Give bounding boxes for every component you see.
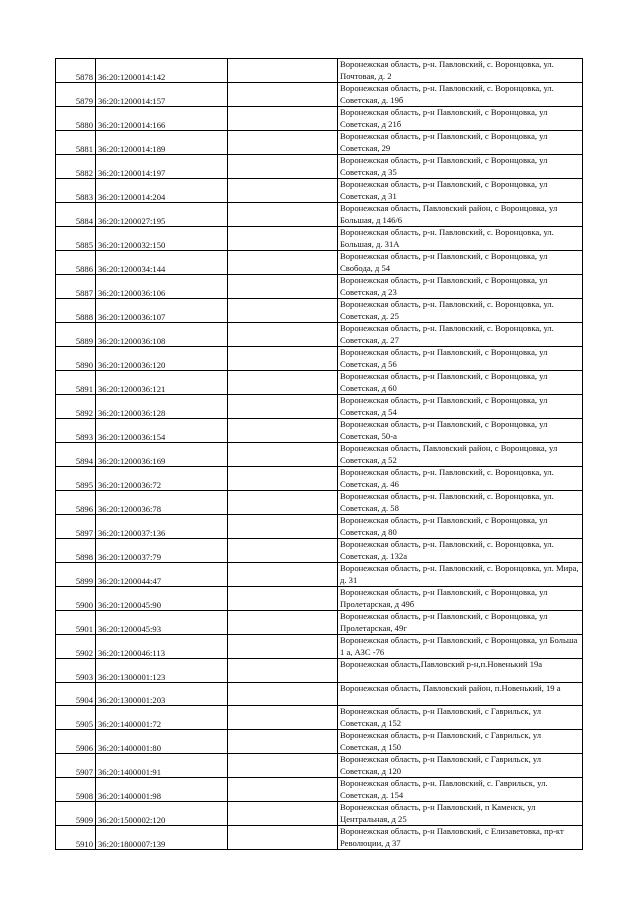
cadastral-number-cell: 36:20:1200014:204: [96, 179, 228, 203]
cadastral-number-cell: 36:20:1200032:150: [96, 227, 228, 251]
address-cell: Воронежская область, р-н Павловский, с Воронцовка, ул Советская, д 35: [338, 155, 583, 179]
table-row: [56, 443, 583, 467]
cadastral-number-cell: 36:20:1200036:154: [96, 419, 228, 443]
cadastral-number-cell: 36:20:1800007:139: [96, 826, 228, 850]
empty-cell: [228, 371, 338, 395]
address-cell: Воронежская область, р-н Павловский, с Воронцовка, ул Советская, д 54: [338, 395, 583, 419]
row-number-cell: 5905: [56, 706, 96, 730]
table-row: [56, 754, 583, 778]
address-cell: Воронежская область, р-н. Павловский, с. Воронцовка, ул. Почтовая, д. 2: [338, 59, 583, 83]
cadastral-number-cell: 36:20:1200036:108: [96, 323, 228, 347]
cadastral-number-cell: 36:20:1200045:93: [96, 611, 228, 635]
empty-cell: [228, 131, 338, 155]
row-number-cell: 5886: [56, 251, 96, 275]
empty-cell: [228, 419, 338, 443]
table-row: [56, 706, 583, 730]
cadastral-number-cell: 36:20:1200027:195: [96, 203, 228, 227]
empty-cell: [228, 251, 338, 275]
address-cell: Воронежская область, р-н. Павловский, с. Воронцовка, ул. Советская, д. 27: [338, 323, 583, 347]
empty-cell: [228, 491, 338, 515]
address-cell: Воронежская область, р-н Павловский, п Каменск, ул Центральная, д 25: [338, 802, 583, 826]
address-cell: Воронежская область, р-н Павловский, с Воронцовка, ул Больша 1 а, АЗС -76: [338, 635, 583, 659]
address-cell: Воронежская область, р-н Павловский, с Воронцовка, ул Пролетарская, д 49б: [338, 587, 583, 611]
cadastral-number-cell: 36:20:1300001:123: [96, 659, 228, 683]
table-row: [56, 107, 583, 131]
row-number-cell: 5882: [56, 155, 96, 179]
table-row: [56, 467, 583, 491]
empty-cell: [228, 443, 338, 467]
row-number-cell: 5906: [56, 730, 96, 754]
cadastral-number-cell: 36:20:1200014:157: [96, 83, 228, 107]
cadastral-number-cell: 36:20:1200036:107: [96, 299, 228, 323]
address-cell: Воронежская область, р-н Павловский, с Воронцовка, ул Советская, д 31: [338, 179, 583, 203]
table-row: [56, 323, 583, 347]
row-number-cell: 5904: [56, 682, 96, 706]
cadastral-number-cell: 36:20:1200036:128: [96, 395, 228, 419]
empty-cell: [228, 778, 338, 802]
cadastral-number-cell: 36:20:1200014:189: [96, 131, 228, 155]
cadastral-number-cell: 36:20:1200034:144: [96, 251, 228, 275]
row-number-cell: 5885: [56, 227, 96, 251]
row-number-cell: 5887: [56, 275, 96, 299]
cadastral-number-cell: 36:20:1400001:91: [96, 754, 228, 778]
empty-cell: [228, 826, 338, 850]
address-cell: Воронежская область, р-н. Павловский, с. Воронцовка, ул. Мира, д. 31: [338, 563, 583, 587]
row-number-cell: 5903: [56, 659, 96, 683]
row-number-cell: 5890: [56, 347, 96, 371]
empty-cell: [228, 395, 338, 419]
empty-cell: [228, 802, 338, 826]
address-cell: Воронежская область, р-н Павловский, с Елизаветовка, пр-кт Революции, д 37: [338, 826, 583, 850]
cadastral-number-cell: 36:20:1200045:90: [96, 587, 228, 611]
cadastral-number-cell: 36:20:1400001:98: [96, 778, 228, 802]
table-row: [56, 347, 583, 371]
table-row: [56, 179, 583, 203]
empty-cell: [228, 515, 338, 539]
address-cell: Воронежская область, р-н. Павловский, с. Воронцовка, ул. Советская, д. 46: [338, 467, 583, 491]
table-row: [56, 59, 583, 83]
row-number-cell: 5898: [56, 539, 96, 563]
row-number-cell: 5909: [56, 802, 96, 826]
row-number-cell: 5891: [56, 371, 96, 395]
row-number-cell: 5894: [56, 443, 96, 467]
address-cell: Воронежская область,Павловский р-н,п.Новенький 19а: [338, 659, 583, 683]
table-row: [56, 802, 583, 826]
table-row: [56, 635, 583, 659]
cadastral-number-cell: 36:20:1300001:203: [96, 682, 228, 706]
empty-cell: [228, 299, 338, 323]
table-row: [56, 371, 583, 395]
address-cell: Воронежская область, р-н. Павловский, с. Воронцовка, ул. Советская, д. 19б: [338, 83, 583, 107]
table-row: [56, 203, 583, 227]
empty-cell: [228, 203, 338, 227]
address-cell: Воронежская область, Павловский район, с Воронцовка, ул Большая, д 146/6: [338, 203, 583, 227]
row-number-cell: 5907: [56, 754, 96, 778]
address-cell: Воронежская область, р-н Павловский, с Воронцовка, ул Пролетарская, 49г: [338, 611, 583, 635]
empty-cell: [228, 611, 338, 635]
cadastral-number-cell: 36:20:1200014:142: [96, 59, 228, 83]
row-number-cell: 5879: [56, 83, 96, 107]
table-row: [56, 778, 583, 802]
table-row: [56, 299, 583, 323]
address-cell: Воронежская область, р-н. Павловский, с. Гаврильск, ул. Советская, д. 154: [338, 778, 583, 802]
row-number-cell: 5902: [56, 635, 96, 659]
table-row: [56, 155, 583, 179]
row-number-cell: 5888: [56, 299, 96, 323]
empty-cell: [228, 563, 338, 587]
empty-cell: [228, 179, 338, 203]
row-number-cell: 5899: [56, 563, 96, 587]
cadastral-number-cell: 36:20:1400001:72: [96, 706, 228, 730]
address-cell: Воронежская область, р-н Павловский, с Воронцовка, ул Советская, д 56: [338, 347, 583, 371]
cadastral-number-cell: 36:20:1200044:47: [96, 563, 228, 587]
table-row: [56, 826, 583, 850]
address-cell: Воронежская область, Павловский район, п.Новенький, 19 а: [338, 682, 583, 706]
document-page: [55, 58, 582, 850]
row-number-cell: 5900: [56, 587, 96, 611]
address-cell: Воронежская область, р-н Павловский, с Гаврильск, ул Советская, д 120: [338, 754, 583, 778]
row-number-cell: 5896: [56, 491, 96, 515]
row-number-cell: 5878: [56, 59, 96, 83]
address-cell: Воронежская область, р-н. Павловский, с. Воронцовка, ул. Большая, д. 31А: [338, 227, 583, 251]
cadastral-number-cell: 36:20:1400001:80: [96, 730, 228, 754]
address-cell: Воронежская область, Павловский район, с Воронцовка, ул Советская, д 52: [338, 443, 583, 467]
empty-cell: [228, 323, 338, 347]
empty-cell: [228, 83, 338, 107]
table-row: [56, 515, 583, 539]
cadastral-number-cell: 36:20:1200036:72: [96, 467, 228, 491]
address-cell: Воронежская область, р-н Павловский, с Воронцовка, ул Свобода, д 54: [338, 251, 583, 275]
table-row: [56, 539, 583, 563]
empty-cell: [228, 754, 338, 778]
empty-cell: [228, 275, 338, 299]
table-row: [56, 419, 583, 443]
table-row: [56, 587, 583, 611]
empty-cell: [228, 59, 338, 83]
row-number-cell: 5880: [56, 107, 96, 131]
address-cell: Воронежская область, р-н Павловский, с Воронцовка, ул Советская, д 21б: [338, 107, 583, 131]
cadastral-number-cell: 36:20:1200036:121: [96, 371, 228, 395]
table-row: [56, 131, 583, 155]
address-cell: Воронежская область, р-н. Павловский, с. Воронцовка, ул. Советская, д. 25: [338, 299, 583, 323]
empty-cell: [228, 539, 338, 563]
row-number-cell: 5893: [56, 419, 96, 443]
cadastral-number-cell: 36:20:1200014:197: [96, 155, 228, 179]
cadastral-number-cell: 36:20:1200036:169: [96, 443, 228, 467]
empty-cell: [228, 467, 338, 491]
row-number-cell: 5897: [56, 515, 96, 539]
address-cell: Воронежская область, р-н Павловский, с Гаврильск, ул Советская, д 150: [338, 730, 583, 754]
cadastral-table: [55, 58, 583, 850]
empty-cell: [228, 347, 338, 371]
table-row: [56, 563, 583, 587]
address-cell: Воронежская область, р-н Павловский, с Воронцовка, ул Советская, д 80: [338, 515, 583, 539]
address-cell: Воронежская область, р-н Павловский, с Воронцовка, ул Советская, д 23: [338, 275, 583, 299]
row-number-cell: 5883: [56, 179, 96, 203]
row-number-cell: 5910: [56, 826, 96, 850]
cadastral-number-cell: 36:20:1200036:120: [96, 347, 228, 371]
empty-cell: [228, 587, 338, 611]
address-cell: Воронежская область, р-н. Павловский, с. Воронцовка, ул. Советская, д. 58: [338, 491, 583, 515]
address-cell: Воронежская область, р-н. Павловский, с. Воронцовка, ул. Советская, д. 132а: [338, 539, 583, 563]
cadastral-number-cell: 36:20:1200046:113: [96, 635, 228, 659]
table-row: [56, 83, 583, 107]
empty-cell: [228, 107, 338, 131]
table-row: [56, 395, 583, 419]
empty-cell: [228, 227, 338, 251]
table-row: [56, 659, 583, 683]
cadastral-number-cell: 36:20:1200037:136: [96, 515, 228, 539]
row-number-cell: 5901: [56, 611, 96, 635]
address-cell: Воронежская область, р-н Павловский, с Воронцовка, ул Советская, 50-а: [338, 419, 583, 443]
table-row: [56, 227, 583, 251]
table-row: [56, 611, 583, 635]
empty-cell: [228, 730, 338, 754]
row-number-cell: 5881: [56, 131, 96, 155]
row-number-cell: 5884: [56, 203, 96, 227]
cadastral-number-cell: 36:20:1200014:166: [96, 107, 228, 131]
table-row: [56, 491, 583, 515]
cadastral-number-cell: 36:20:1200037:79: [96, 539, 228, 563]
table-body: [56, 59, 583, 850]
empty-cell: [228, 682, 338, 706]
table-row: [56, 251, 583, 275]
row-number-cell: 5889: [56, 323, 96, 347]
address-cell: Воронежская область, р-н Павловский, с Воронцовка, ул Советская, 29: [338, 131, 583, 155]
address-cell: Воронежская область, р-н Павловский, с Гаврильск, ул Советская, д 152: [338, 706, 583, 730]
table-row: [56, 682, 583, 706]
table-row: [56, 275, 583, 299]
empty-cell: [228, 635, 338, 659]
cadastral-number-cell: 36:20:1200036:78: [96, 491, 228, 515]
empty-cell: [228, 659, 338, 683]
empty-cell: [228, 706, 338, 730]
row-number-cell: 5908: [56, 778, 96, 802]
table-row: [56, 730, 583, 754]
empty-cell: [228, 155, 338, 179]
row-number-cell: 5892: [56, 395, 96, 419]
address-cell: Воронежская область, р-н Павловский, с Воронцовка, ул Советская, д 60: [338, 371, 583, 395]
cadastral-number-cell: 36:20:1500002:120: [96, 802, 228, 826]
row-number-cell: 5895: [56, 467, 96, 491]
cadastral-number-cell: 36:20:1200036:106: [96, 275, 228, 299]
